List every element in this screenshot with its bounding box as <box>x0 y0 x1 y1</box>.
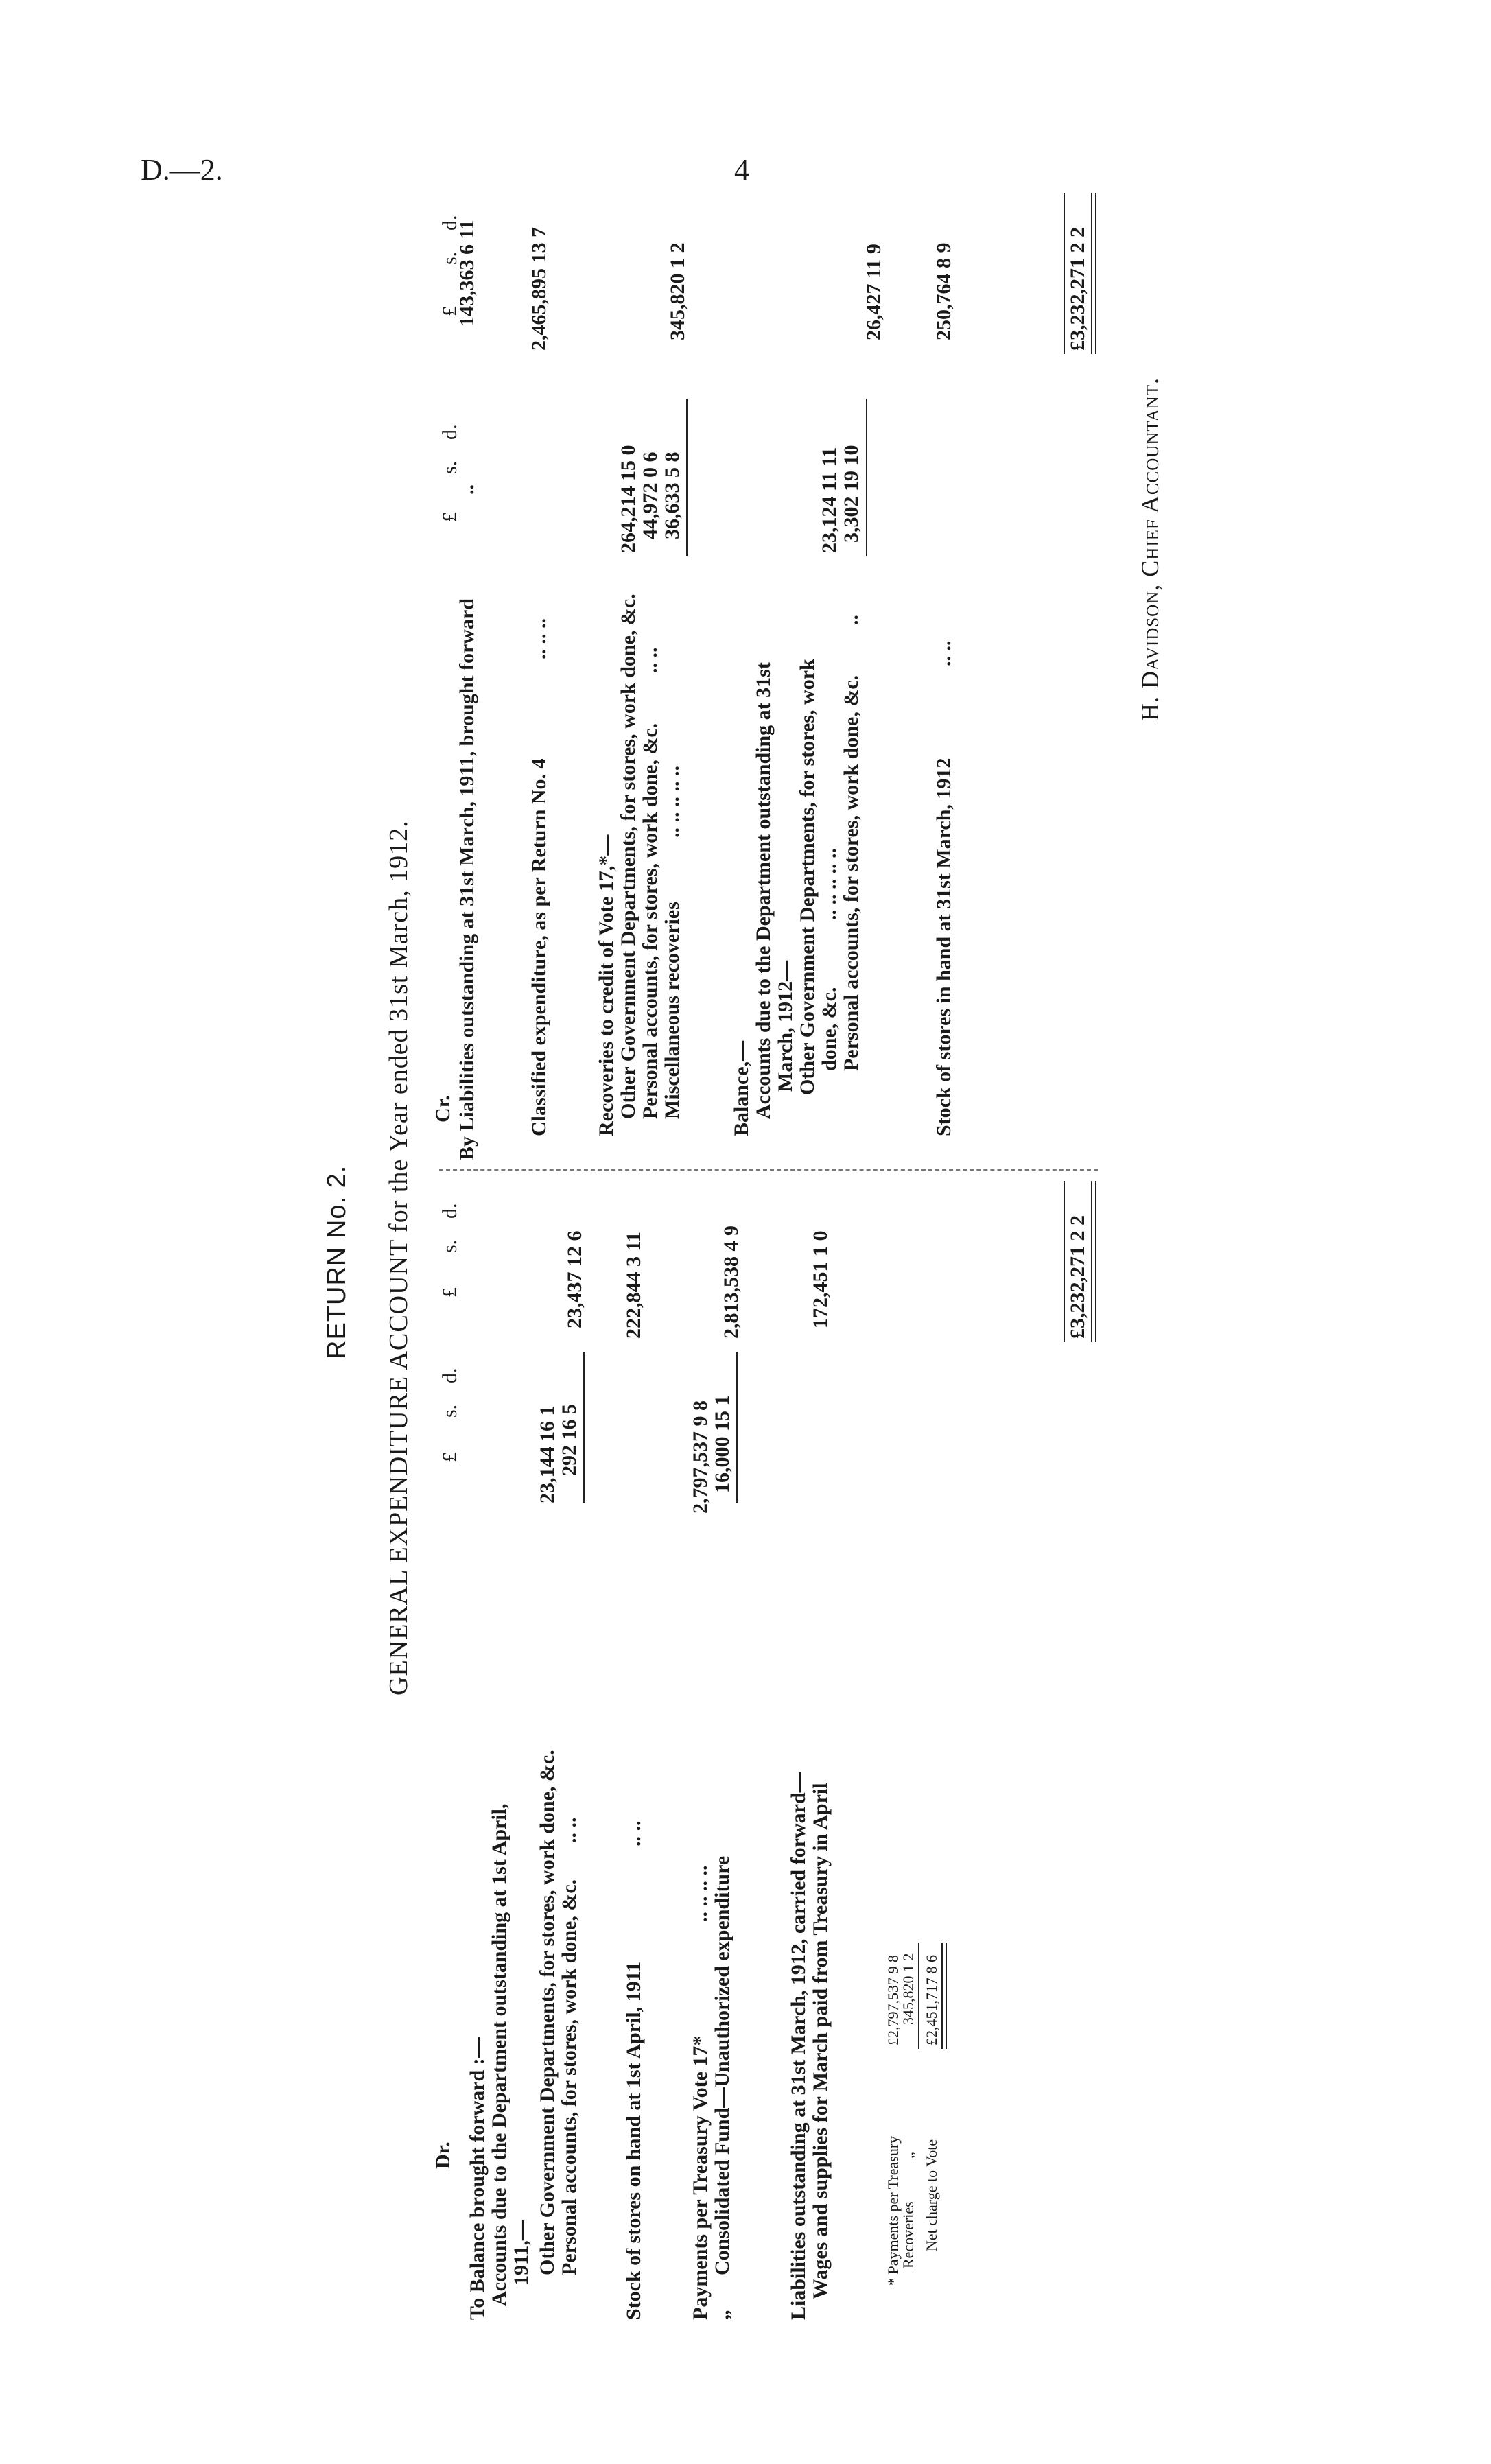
dr-payments-amount: 2,797,537 9 8 <box>689 1400 712 1514</box>
dr-col-s: s. <box>438 1404 461 1418</box>
dr-personal-dots: .. .. <box>558 1817 580 1843</box>
cr-rec-personal-amount: 44,972 0 6 <box>639 451 661 539</box>
account-title: GENERAL EXPENDITURE ACCOUNT for the Year ended 31st March, 1912. <box>384 820 413 1696</box>
dr-personal-label: Personal accounts, for stores, work done, &c. <box>558 1879 580 2275</box>
dr-stock-amount: 222,844 3 11 <box>622 1232 645 1339</box>
cr-subtotal-rule-1 <box>686 399 688 556</box>
cr-recoveries-total: 345,820 1 2 <box>666 242 689 340</box>
dr-payments-total: 2,813,538 4 9 <box>720 1225 742 1339</box>
cr-rec-personal-dots: .. .. <box>639 647 661 673</box>
dr-liabilities-amount: 172,451 1 0 <box>809 1230 832 1328</box>
cr-col-s: s. <box>438 460 461 474</box>
footnote-recoveries-label: Recoveries <box>900 2201 917 2268</box>
cr-bal-personal-amount: 3,302 19 10 <box>840 445 862 543</box>
footnote-net-rule <box>941 1943 947 2049</box>
return-title: RETURN No. 2. <box>322 1164 351 1359</box>
cr-classified-amount: 2,465,895 13 7 <box>528 227 550 351</box>
footnote-net-label: Net charge to Vote <box>923 2139 940 2251</box>
footnote-recoveries-amount: 345,820 1 2 <box>900 1953 917 2025</box>
cr-balance-heading: Balance,— <box>730 1040 753 1136</box>
cr-rec-misc-dots: .. .. .. .. .. <box>661 766 683 838</box>
cr-grand-total: £3,232,271 2 2 <box>1066 227 1089 351</box>
cr-col2-d: d. <box>438 215 461 231</box>
dr-subtotal-rule-2 <box>736 1352 738 1503</box>
dr-payments-dots: .. .. .. .. <box>689 1865 712 1922</box>
cr-col-d: d. <box>438 424 461 440</box>
cr-stock-dots: .. .. <box>932 640 955 666</box>
cr-rec-misc-amount: 36,633 5 8 <box>661 451 683 539</box>
cr-recoveries-heading: Recoveries to credit of Vote 17,*— <box>595 834 618 1136</box>
dr-grand-total: £3,232,271 2 2 <box>1066 1215 1089 1339</box>
cr-rec-ogd-amount: 264,214 15 0 <box>617 445 639 553</box>
dr-col-pound: £ <box>438 1452 461 1462</box>
dr-balance-line3: 1911,— <box>510 2220 532 2286</box>
cr-balance-total: 26,427 11 9 <box>862 244 885 340</box>
cr-bal-ogd-amount: 23,124 11 11 <box>818 447 841 553</box>
dr-total-rule-top <box>1064 1181 1065 1342</box>
dr-consolidated-label: Consolidated Fund—Unauthorized expenditure <box>711 1855 733 2275</box>
dr-col2-d: d. <box>438 1203 461 1219</box>
footnote-payments-label: * Payments per Treasury <box>884 2135 902 2286</box>
cr-bal-ogd-line1: Other Government Departments, for stores, work <box>796 659 819 1095</box>
dr-personal-amount: 292 16 5 <box>558 1404 580 1476</box>
footnote-net-amount: £2,451,717 8 6 <box>923 1955 940 2045</box>
dr-ogd-label: Other Government Departments, for stores, work done, &c. <box>536 1750 559 2275</box>
dr-payments-label: Payments per Treasury Vote 17* <box>689 2035 712 2320</box>
cr-subtotal-rule-2 <box>866 399 867 556</box>
document-code: D.—2. <box>141 153 223 187</box>
cr-rec-ogd-label: Other Government Departments, for stores, work done, &c. <box>617 594 639 1119</box>
dr-total-rule-bottom <box>1091 1181 1096 1342</box>
cr-col-pound: £ <box>438 512 461 522</box>
cr-bal-ogd-dots: .. .. .. .. .. <box>818 848 841 920</box>
cr-rec-personal-label: Personal accounts, for stores, work done, &c. <box>639 723 661 1119</box>
cr-stock-amount: 250,764 8 9 <box>932 242 955 340</box>
cr-total-rule-top <box>1064 193 1065 354</box>
cr-balance-line2: March, 1912— <box>774 960 797 1092</box>
cr-col2-s: s. <box>438 251 461 265</box>
dr-consolidated-prefix: „ <box>711 2310 733 2320</box>
cr-bf-amount: 143,363 6 11 <box>456 220 478 327</box>
dr-balance-total: 23,437 12 6 <box>563 1230 586 1328</box>
dr-col2-s: s. <box>438 1239 461 1253</box>
footnote-payments-amount: £2,797,537 9 8 <box>884 1955 902 2045</box>
cr-bf-dots: .. <box>456 484 478 495</box>
cr-bal-personal-label: Personal accounts, for stores, work done, &c. <box>840 674 862 1071</box>
dr-liabilities-line2: Wages and supplies for March paid from Treasury in April <box>809 1783 832 2299</box>
dr-balance-line2: Accounts due to the Department outstanding at 1st April, <box>488 1803 510 2306</box>
footnote-recoveries-ditto: „ <box>900 2152 917 2159</box>
dr-subtotal-rule-1 <box>583 1352 585 1503</box>
dr-balance-line1: To Balance brought forward :— <box>466 2037 489 2320</box>
cr-rec-misc-label: Miscellaneous recoveries <box>661 902 683 1119</box>
dr-col2-pound: £ <box>438 1287 461 1298</box>
cr-bal-ogd-line2: done, &c. <box>818 987 841 1071</box>
cr-stock-label: Stock of stores in hand at 31st March, 1912 <box>932 758 955 1136</box>
cr-balance-line1: Accounts due to the Department outstanding at 31st <box>752 662 775 1119</box>
dr-col-d: d. <box>438 1368 461 1383</box>
dr-consolidated-amount: 16,000 15 1 <box>711 1395 733 1493</box>
dr-ogd-amount: 23,144 16 1 <box>536 1405 559 1503</box>
cr-total-rule-bottom <box>1091 193 1096 354</box>
cr-col2-pound: £ <box>438 306 461 316</box>
dr-heading: Dr. <box>432 2142 454 2169</box>
cr-classified-dots: .. .. .. <box>528 618 550 659</box>
dr-liabilities-line1: Liabilities outstanding at 31st March, 1912, carried forward— <box>787 1772 810 2320</box>
cr-bf-label: By Liabilities outstanding at 31st March, 1911, brought forward <box>456 598 478 1160</box>
cr-heading: Cr. <box>432 1095 454 1123</box>
cr-classified-label: Classified expenditure, as per Return No. 4 <box>528 758 550 1136</box>
dr-stock-label: Stock of stores on hand at 1st April, 1911 <box>622 1961 645 2320</box>
signature: H. Davidson, Chief Accountant. <box>1136 377 1164 721</box>
dr-cr-divider <box>439 1169 1098 1171</box>
cr-bal-personal-dots: .. <box>840 615 862 625</box>
page-number: 4 <box>734 153 749 187</box>
footnote-rule <box>918 1943 919 2049</box>
dr-stock-dots: .. .. <box>622 1820 645 1846</box>
